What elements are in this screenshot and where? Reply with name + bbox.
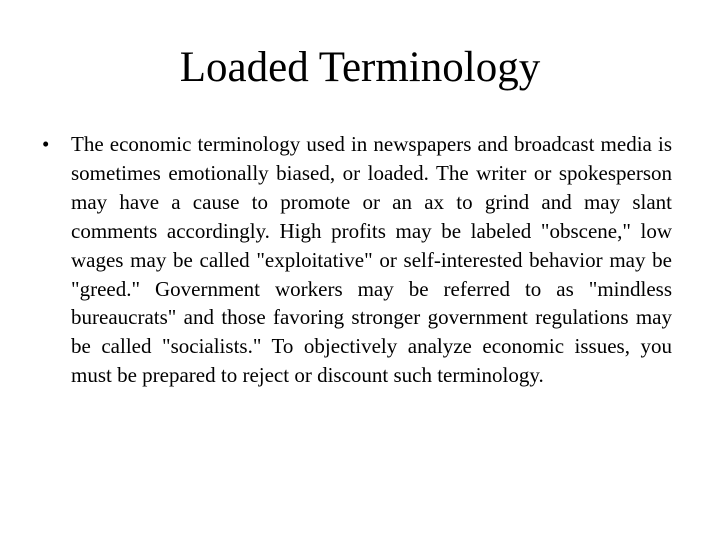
bullet-text: The economic terminology used in newspapers and broadcast media is sometimes emotionally biased, or loaded. The writer or spokesperson may have a cause to promote or an ax to grind and may slant comments accordingly. High profits may be labeled "obscene," low wages may be called "exploitative" or self-interested behavior may be "greed." Government workers may be referred to as "mindless bureaucrats" and those favoring stronger government regulations may be called "socialists." To objectively analyze economic issues, you must be prepared to reject or discount such terminology. xyxy=(71,132,672,388)
bullet-list xyxy=(42,130,672,390)
bullet-dot-icon: • xyxy=(42,132,50,156)
slide-title: Loaded Terminology xyxy=(179,44,541,91)
bullet-item xyxy=(42,130,672,390)
